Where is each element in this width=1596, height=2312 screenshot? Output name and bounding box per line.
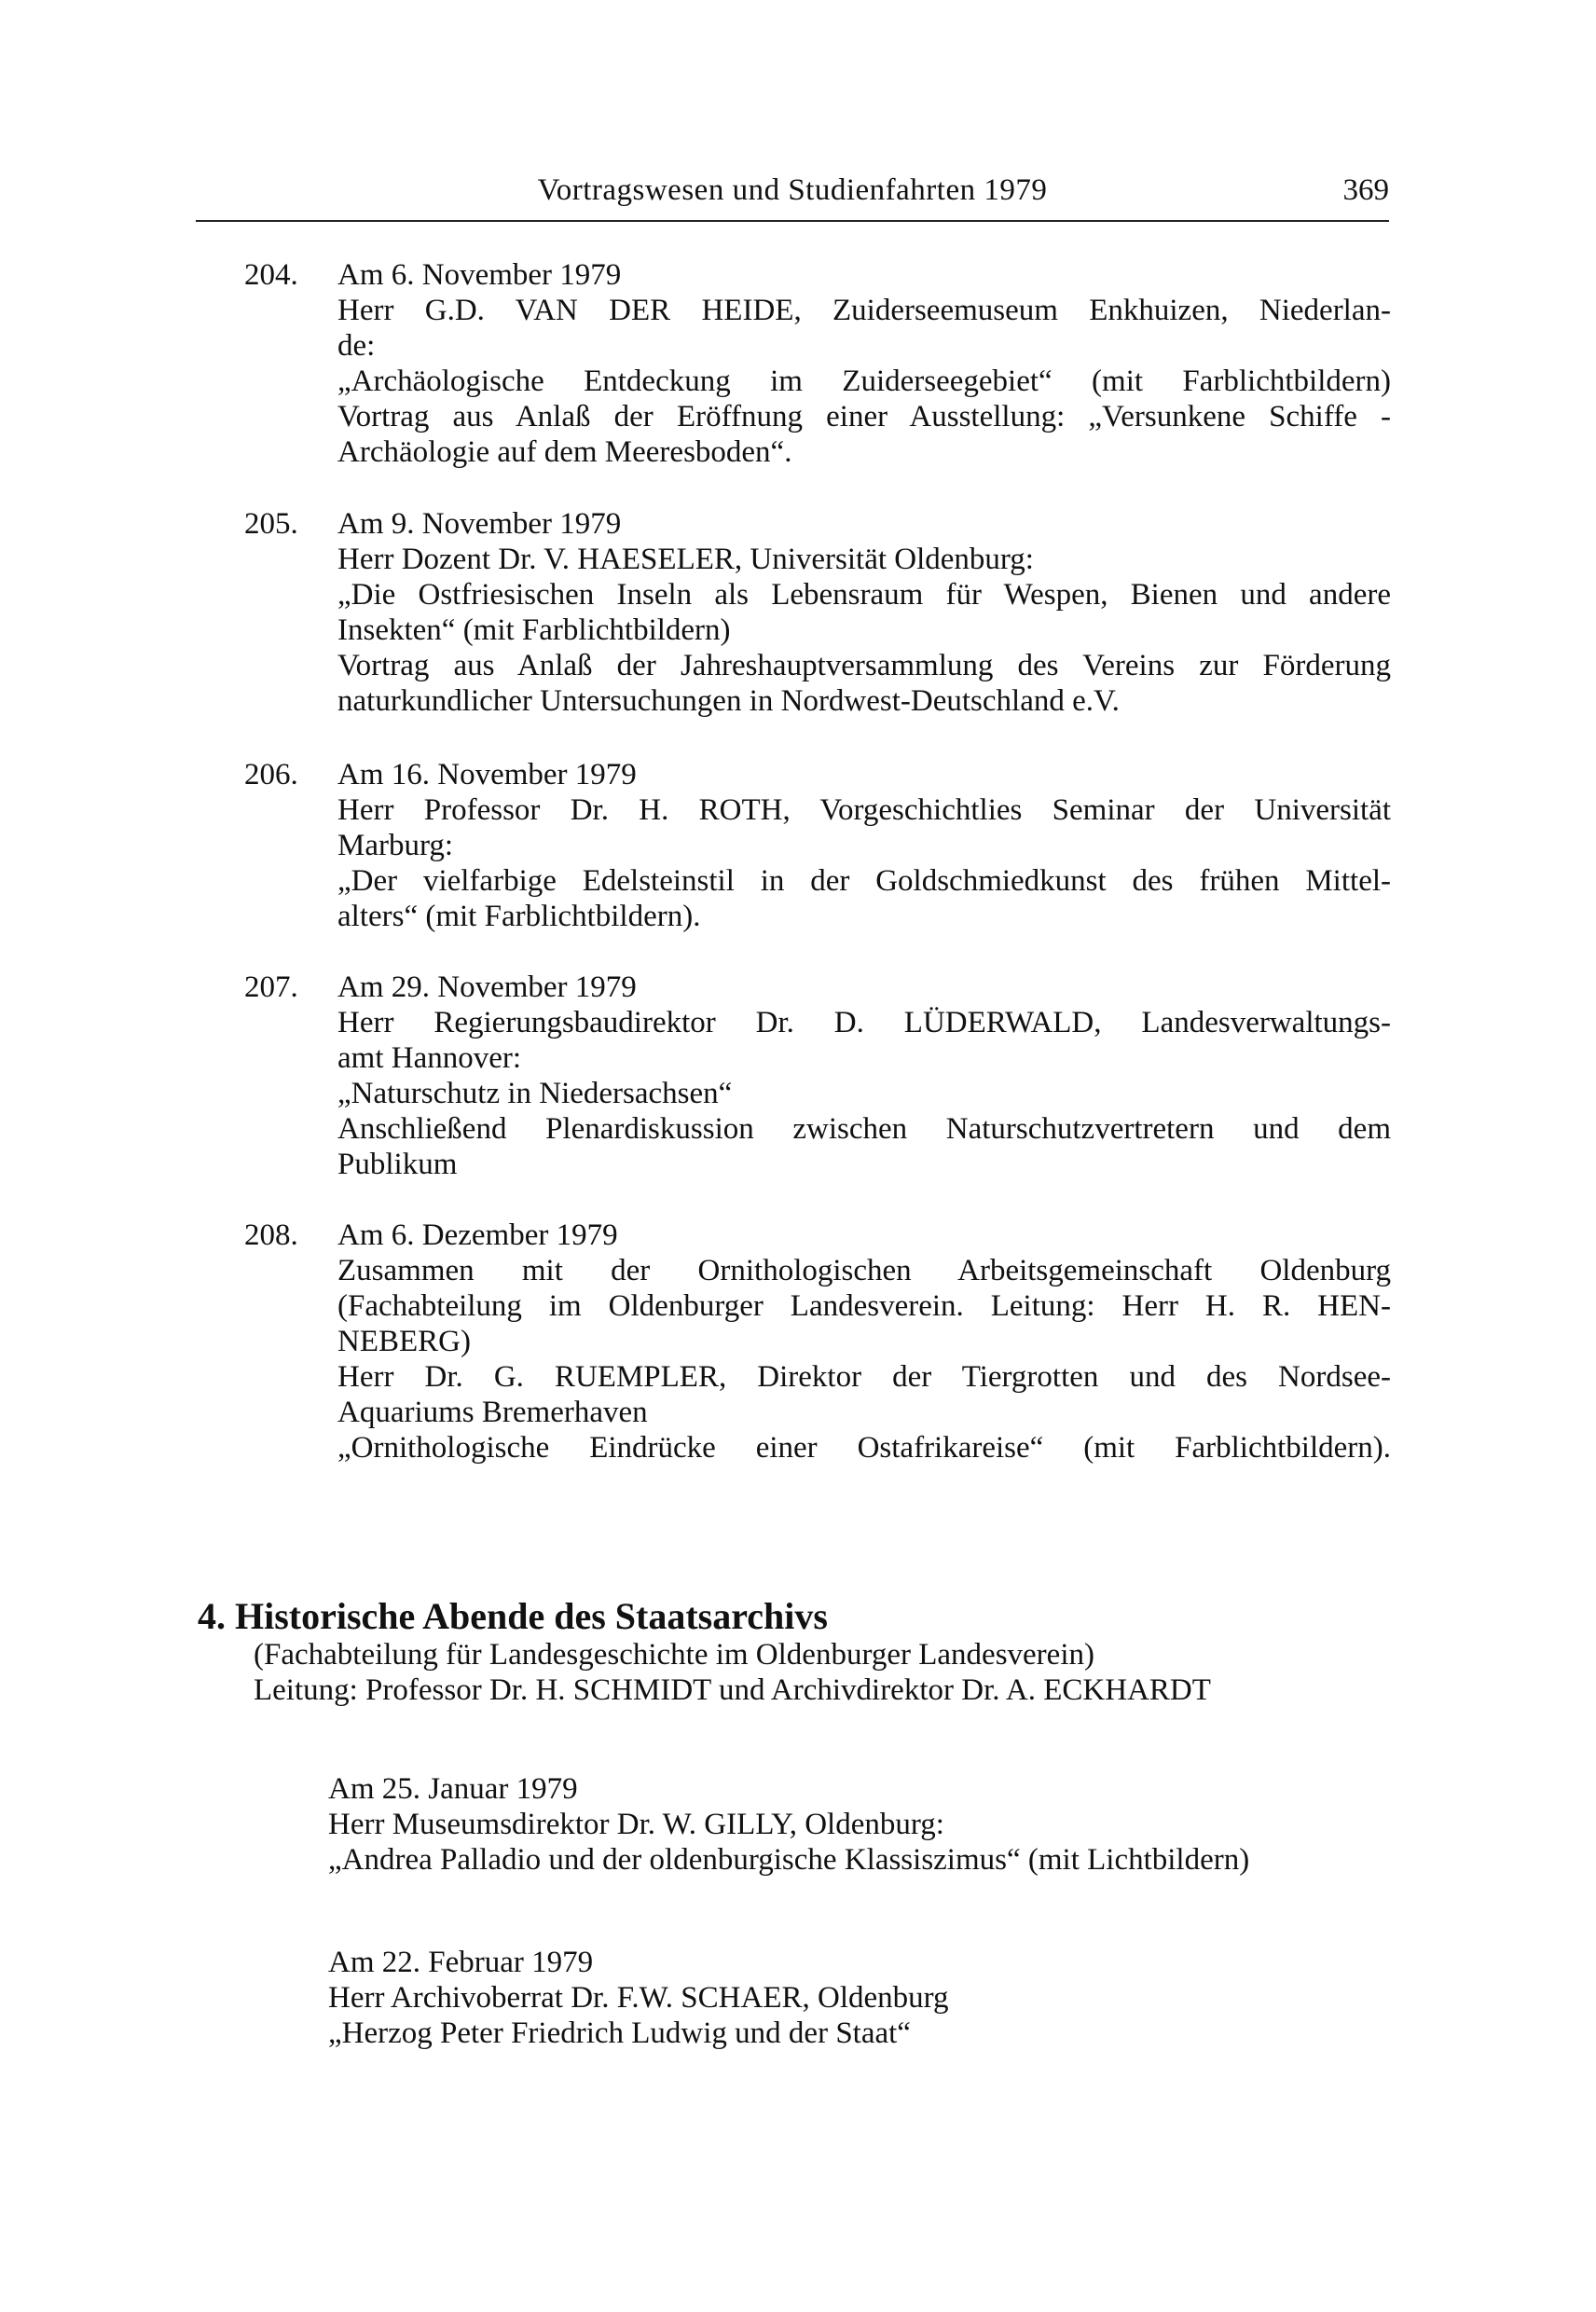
event-januar — [328, 1771, 1400, 1878]
entry-date: Am 6. November 1979 — [337, 258, 622, 292]
section-historische-abende — [198, 1596, 1400, 1708]
entry-line: Herr Regierungsbaudirektor Dr. D. LÜDERWALD, Landesverwaltungs- — [337, 1006, 1391, 1039]
entry-line: Marburg: — [337, 829, 454, 862]
entry-line: „Der vielfarbige Edelsteinstil in der Goldschmiedkunst des frühen Mittel- — [337, 864, 1391, 898]
entry-line: de: — [337, 329, 376, 363]
entry-line: Anschließend Plenardiskussion zwischen Naturschutzvertretern und dem — [337, 1112, 1391, 1146]
section-leitung: Leitung: Professor Dr. H. SCHMIDT und Archivdirektor Dr. A. ECKHARDT — [254, 1673, 1211, 1707]
event-speaker: Herr Archivoberrat Dr. F.W. SCHAER, Oldenburg — [328, 1981, 949, 2015]
entry-line: Insekten“ (mit Farblichtbildern) — [337, 613, 731, 647]
entry-date: Am 6. Dezember 1979 — [337, 1218, 618, 1252]
entry-number: 207. — [244, 970, 298, 1004]
entry-line: Publikum — [337, 1148, 458, 1181]
event-februar — [328, 1945, 1400, 2051]
entry-line: Herr Dozent Dr. V. HAESELER, Universität Oldenburg: — [337, 543, 1034, 576]
entry-line: „Naturschutz in Niedersachsen“ — [337, 1077, 733, 1110]
entry-body — [337, 757, 1391, 934]
entry-number: 206. — [244, 758, 298, 791]
entry-date: Am 9. November 1979 — [337, 507, 622, 541]
entry-line: „Archäologische Entdeckung im Zuiderseegebiet“ (mit Farblichtbildern) — [337, 365, 1391, 398]
entry-line: „Ornithologische Eindrücke einer Ostafrikareise“ (mit Farblichtbildern). — [337, 1431, 1391, 1465]
entry-line: Herr Dr. G. RUEMPLER, Direktor der Tiergrotten und des Nordsee- — [337, 1360, 1391, 1394]
entry-body — [337, 506, 1391, 719]
entry-body — [337, 970, 1391, 1182]
entry-line: Archäologie auf dem Meeresboden“. — [337, 435, 792, 469]
entry-line: Zusammen mit der Ornithologischen Arbeitsgemeinschaft Oldenburg — [337, 1254, 1391, 1287]
entry-date: Am 29. November 1979 — [337, 970, 637, 1004]
section-heading: 4. Historische Abende des Staatsarchivs — [198, 1595, 828, 1637]
event-title: „Herzog Peter Friedrich Ludwig und der Staat“ — [328, 2016, 911, 2050]
entry-number: 205. — [244, 507, 298, 541]
entry-line: Herr G.D. VAN DER HEIDE, Zuiderseemuseum Enkhuizen, Niederlan- — [337, 294, 1391, 327]
entry-date: Am 16. November 1979 — [337, 758, 637, 791]
event-title: „Andrea Palladio und der oldenburgische Klassiszimus“ (mit Lichtbildern) — [328, 1843, 1250, 1877]
running-title: Vortragswesen und Studienfahrten 1979 — [537, 173, 1048, 207]
entry-line: NEBERG) — [337, 1325, 471, 1358]
event-date: Am 22. Februar 1979 — [328, 1946, 594, 1979]
running-header — [196, 173, 1389, 222]
entry-body — [337, 1218, 1391, 1466]
entry-number: 208. — [244, 1218, 298, 1252]
section-fachabteilung: (Fachabteilung für Landesgeschichte im Oldenburger Landesverein) — [254, 1638, 1094, 1672]
entry-line: Vortrag aus Anlaß der Jahreshauptversammlung des Vereins zur Förderung — [337, 649, 1391, 682]
entry-line: alters“ (mit Farblichtbildern). — [337, 900, 701, 933]
entry-line: (Fachabteilung im Oldenburger Landesverein. Leitung: Herr H. R. HEN- — [337, 1289, 1391, 1323]
entry-line: Herr Professor Dr. H. ROTH, Vorgeschichtlies Seminar der Universität — [337, 793, 1391, 827]
section-subtitle — [254, 1637, 1400, 1708]
entry-line: naturkundlicher Untersuchungen in Nordwest-Deutschland e.V. — [337, 684, 1120, 718]
event-speaker: Herr Museumsdirektor Dr. W. GILLY, Oldenburg: — [328, 1808, 944, 1841]
event-date: Am 25. Januar 1979 — [328, 1772, 578, 1806]
entry-line: Vortrag aus Anlaß der Eröffnung einer Ausstellung: „Versunkene Schiffe - — [337, 400, 1391, 434]
entry-number: 204. — [244, 258, 298, 292]
entry-body — [337, 257, 1391, 470]
entry-line: „Die Ostfriesischen Inseln als Lebensraum für Wespen, Bienen und andere — [337, 578, 1391, 612]
entry-line: Aquariums Bremerhaven — [337, 1396, 648, 1429]
page-number: 369 — [1342, 173, 1389, 207]
entry-line: amt Hannover: — [337, 1041, 522, 1075]
